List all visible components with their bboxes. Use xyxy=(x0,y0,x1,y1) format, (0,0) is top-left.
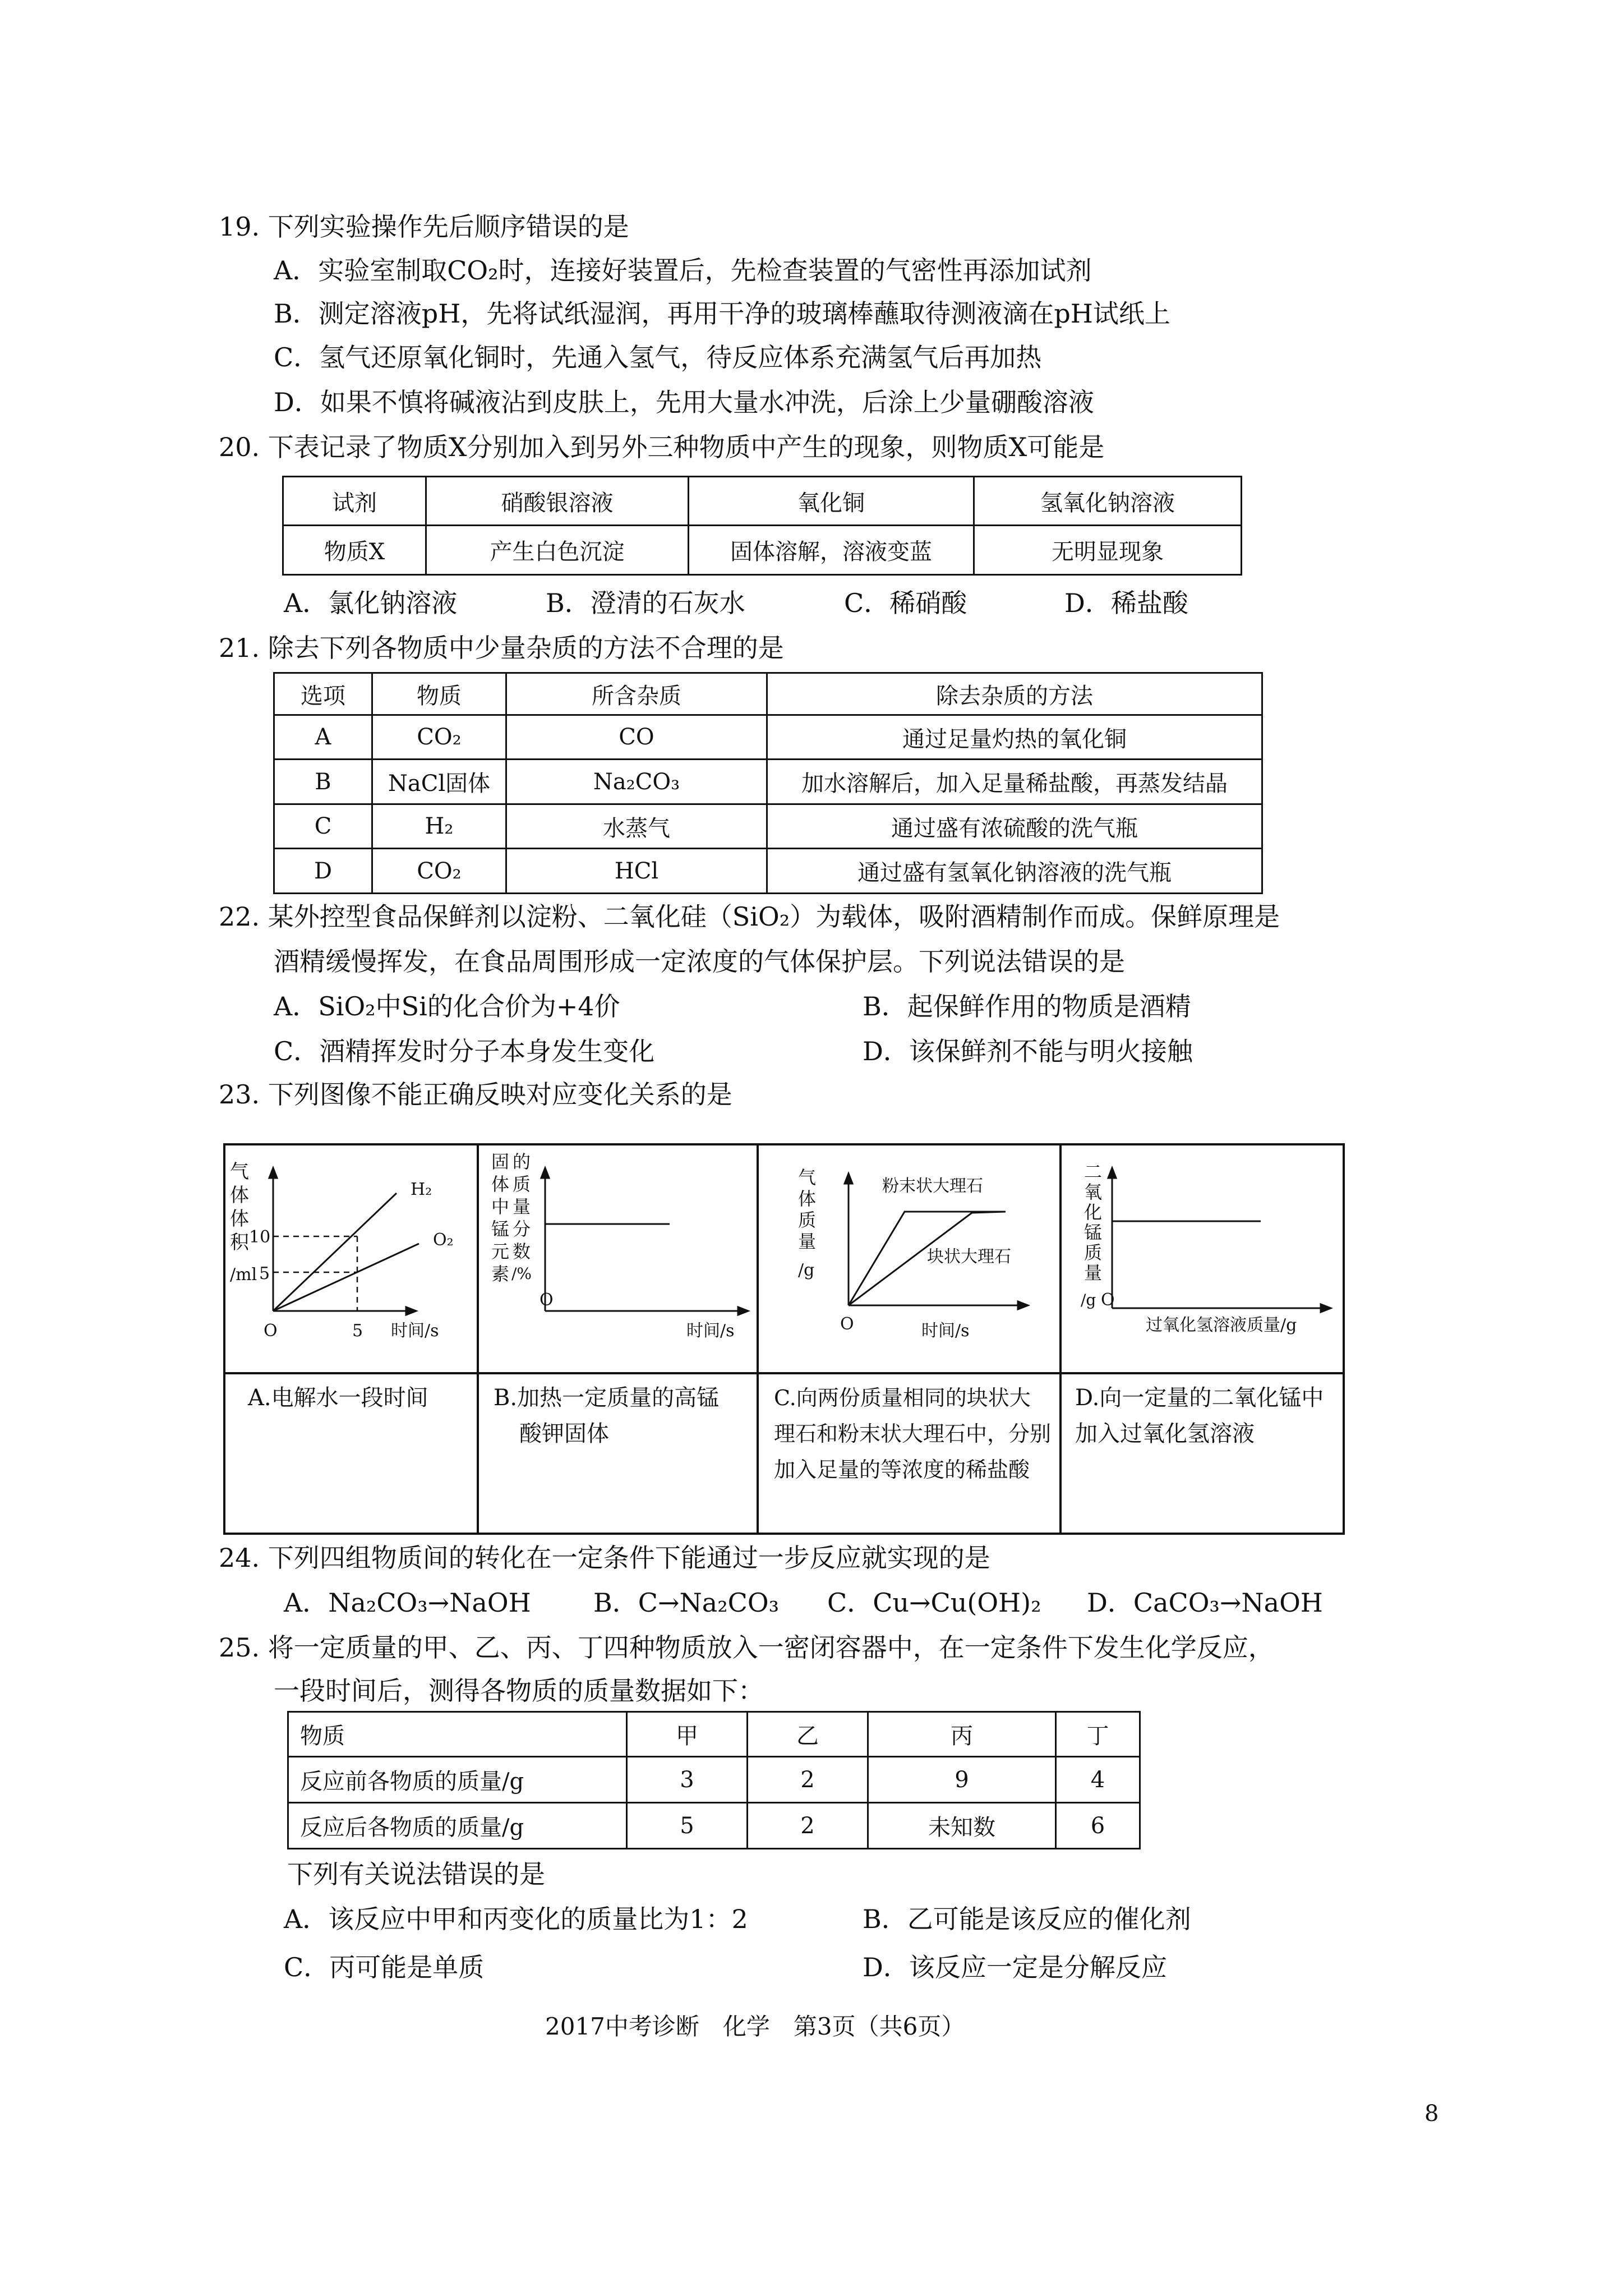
q19-option-b: B．测定溶液pH，先将试纸湿润，再用干净的玻璃棒蘸取待测液滴在pH试纸上 xyxy=(274,298,1170,329)
graph-b xyxy=(479,1145,757,1372)
graph-a-xlabel: 时间/s xyxy=(391,1321,439,1341)
q20-header-cell: 试剂 xyxy=(283,477,426,526)
panel-divider xyxy=(225,1372,1343,1374)
q25-cell: 5 xyxy=(627,1803,748,1849)
q21-cell: CO₂ xyxy=(372,849,506,894)
q21-cell: C xyxy=(274,804,372,849)
q19-option-a: A．实验室制取CO₂时，连接好装置后，先检查装置的气密性再添加试剂 xyxy=(274,255,1092,286)
q20-stem: 20. 下表记录了物质X分别加入到另外三种物质中产生的现象，则物质X可能是 xyxy=(219,432,1105,462)
q24-option-b: B．C→Na₂CO₃ xyxy=(593,1588,780,1618)
q20-cell: 固体溶解，溶液变蓝 xyxy=(689,526,974,575)
graph-c-ylabel-char: 气 xyxy=(798,1167,817,1188)
q25-cell: 2 xyxy=(748,1757,868,1803)
q25-cell: 9 xyxy=(868,1757,1056,1803)
graph-a-tick-x5: 5 xyxy=(352,1321,363,1341)
q21-cell: CO₂ xyxy=(372,715,506,760)
graph-c-block-label: 块状大理石 xyxy=(927,1247,1011,1267)
graph-b-ylabel-char: 固 xyxy=(491,1151,510,1172)
q25-option-b: B．乙可能是该反应的催化剂 xyxy=(863,1904,1191,1934)
graph-a-o2-line xyxy=(273,1244,419,1311)
q21-cell: 通过盛有氢氧化钠溶液的洗气瓶 xyxy=(767,849,1262,894)
graph-d-ylabel-char: 氧 xyxy=(1084,1181,1103,1203)
graph-a-h2-label: H₂ xyxy=(411,1180,432,1199)
graph-d-xlabel: 过氧化氢溶液质量/g xyxy=(1146,1315,1297,1335)
q25-option-c: C．丙可能是单质 xyxy=(284,1952,485,1982)
graph-b-ylabel-char: 分 xyxy=(513,1218,531,1240)
q21-header-cell: 除去杂质的方法 xyxy=(767,673,1262,715)
q19-stem: 19. 下列实验操作先后顺序错误的是 xyxy=(219,211,629,242)
q25-header-cell: 丁 xyxy=(1056,1712,1140,1757)
graph-b-ylabel-char: 元 xyxy=(491,1241,510,1262)
q19-option-c: C．氢气还原氧化铜时，先通入氢气，待反应体系充满氢气后再加热 xyxy=(274,342,1042,372)
q21-cell: 加水溶解后，加入足量稀盐酸，再蒸发结晶 xyxy=(767,760,1262,804)
q21-cell: 通过足量灼热的氧化铜 xyxy=(767,715,1262,760)
graph-c-origin: O xyxy=(840,1314,854,1334)
graph-d-ylabel-char: 锰 xyxy=(1084,1222,1103,1243)
graph-b-y-arrow xyxy=(541,1168,549,1178)
graph-b-ylabel-char: 锰 xyxy=(491,1218,510,1240)
q19-option-d: D．如果不慎将碱液沾到皮肤上，先用大量水冲洗，后涂上少量硼酸溶液 xyxy=(274,387,1094,417)
graph-a-tick-5: 5 xyxy=(259,1264,270,1283)
q25-option-d: D．该反应一定是分解反应 xyxy=(863,1952,1167,1982)
graph-b-ylabel-char: 量 xyxy=(513,1196,531,1217)
q25-cell: 4 xyxy=(1056,1757,1140,1803)
graph-b-ylabel-unit: /% xyxy=(511,1264,532,1283)
page-number: 8 xyxy=(1424,2101,1439,2127)
q20-table xyxy=(282,476,1242,576)
q21-cell: 水蒸气 xyxy=(506,804,767,849)
q20-cell: 物质X xyxy=(283,526,426,575)
q20-header-cell: 氢氧化钠溶液 xyxy=(974,477,1242,526)
q25-stem-line2: 一段时间后，测得各物质的质量数据如下： xyxy=(274,1676,764,1706)
graph-b-ylabel-char: 素 xyxy=(491,1263,510,1285)
q20-header-cell: 硝酸银溶液 xyxy=(426,477,689,526)
q20-option-b: B．澄清的石灰水 xyxy=(546,588,745,618)
graph-b-caption xyxy=(494,1380,751,1452)
q20-option-d: D．稀盐酸 xyxy=(1064,588,1188,618)
graph-c-y-arrow xyxy=(845,1174,852,1184)
graph-a-h2-line xyxy=(273,1193,396,1311)
graph-b-origin: O xyxy=(540,1290,554,1310)
graph-a xyxy=(225,1145,477,1372)
q25-header-cell: 丙 xyxy=(868,1712,1056,1757)
graph-c-caption-line: C.向两份质量相同的块状大 xyxy=(774,1386,1031,1410)
q22-stem-line1: 22. 某外控型食品保鲜剂以淀粉、二氧化硅（SiO₂）为载体，吸附酒精制作而成。保鲜原理是 xyxy=(219,901,1280,932)
q21-cell: 通过盛有浓硫酸的洗气瓶 xyxy=(767,804,1262,849)
graph-c-ylabel-unit: /g xyxy=(798,1260,815,1280)
q24-option-d: D．CaCO₃→NaOH xyxy=(1087,1588,1323,1618)
graph-c-ylabel-char: 体 xyxy=(798,1188,817,1209)
graph-a-x-arrow xyxy=(406,1307,416,1315)
q21-cell: HCl xyxy=(506,849,767,894)
q25-cell: 6 xyxy=(1056,1803,1140,1849)
graph-a-y-arrow xyxy=(269,1168,277,1178)
graph-d-x-arrow xyxy=(1321,1304,1331,1312)
graph-b-ylabel-char: 质 xyxy=(513,1174,531,1195)
q21-table xyxy=(273,672,1263,894)
graph-a-ylabel-char: 积 xyxy=(230,1231,249,1254)
q21-header-cell: 选项 xyxy=(274,673,372,715)
q22-option-d: D．该保鲜剂不能与明火接触 xyxy=(863,1036,1193,1066)
graph-d-ylabel-unit: /g xyxy=(1081,1291,1096,1309)
q25-cell: 反应后各物质的质量/g xyxy=(288,1803,627,1849)
q21-cell: A xyxy=(274,715,372,760)
graph-c-ylabel-char: 量 xyxy=(798,1231,817,1252)
q21-cell: NaCl固体 xyxy=(372,760,506,804)
q25-header-cell: 物质 xyxy=(288,1712,627,1757)
graph-c-caption xyxy=(774,1380,1057,1488)
graph-a-ylabel-unit: /ml xyxy=(230,1265,257,1285)
q25-header-cell: 乙 xyxy=(748,1712,868,1757)
graph-a-origin: O xyxy=(264,1321,278,1341)
graph-d-origin: O xyxy=(1101,1290,1115,1310)
q21-cell: H₂ xyxy=(372,804,506,849)
graph-a-caption: A.电解水一段时间 xyxy=(248,1385,428,1411)
graph-b-caption-line: 酸钾固体 xyxy=(519,1421,609,1447)
graph-d-caption-line: D.向一定量的二氧化锰中 xyxy=(1075,1385,1324,1411)
q24-stem: 24. 下列四组物质间的转化在一定条件下能通过一步反应就实现的是 xyxy=(219,1543,990,1573)
graph-a-ylabel-char: 体 xyxy=(230,1208,249,1230)
graph-d-ylabel-char: 量 xyxy=(1084,1262,1103,1283)
q21-stem: 21. 除去下列各物质中少量杂质的方法不合理的是 xyxy=(219,633,784,663)
graph-d xyxy=(1062,1145,1343,1372)
graph-d-caption xyxy=(1075,1380,1339,1452)
q23-graph-panel xyxy=(223,1143,1345,1535)
graph-a-o2-label: O₂ xyxy=(433,1230,454,1250)
q23-stem: 23. 下列图像不能正确反映对应变化关系的是 xyxy=(219,1079,732,1110)
graph-d-y-arrow xyxy=(1108,1168,1116,1178)
graph-b-x-arrow xyxy=(738,1307,748,1315)
q21-header-cell: 所含杂质 xyxy=(506,673,767,715)
q22-option-b: B．起保鲜作用的物质是酒精 xyxy=(863,991,1191,1022)
graph-a-tick-10: 10 xyxy=(249,1227,271,1247)
q25-cell: 反应前各物质的质量/g xyxy=(288,1757,627,1803)
graph-b-ylabel-char: 中 xyxy=(491,1196,510,1217)
q25-stem-line1: 25. 将一定质量的甲、乙、丙、丁四种物质放入一密闭容器中，在一定条件下发生化学反应， xyxy=(219,1632,1274,1663)
graph-c xyxy=(759,1145,1059,1372)
q20-header-cell: 氧化铜 xyxy=(689,477,974,526)
q25-header-cell: 甲 xyxy=(627,1712,748,1757)
graph-b-caption-line: B.加热一定质量的高锰 xyxy=(494,1385,720,1411)
q20-option-a: A．氯化钠溶液 xyxy=(284,588,458,618)
graph-c-ylabel-char: 质 xyxy=(798,1209,817,1231)
q21-cell: CO xyxy=(506,715,767,760)
q24-option-c: C．Cu→Cu(OH)₂ xyxy=(827,1588,1041,1618)
graph-b-xlabel: 时间/s xyxy=(686,1321,735,1341)
q22-stem-line2: 酒精缓慢挥发，在食品周围形成一定浓度的气体保护层。下列说法错误的是 xyxy=(274,946,1125,977)
graph-d-ylabel-char: 化 xyxy=(1084,1202,1103,1223)
graph-c-caption-line: 理石和粉末状大理石中，分别 xyxy=(774,1421,1052,1446)
q25-cell: 3 xyxy=(627,1757,748,1803)
graph-a-ylabel-char: 气 xyxy=(230,1161,249,1183)
q25-option-a: A．该反应中甲和丙变化的质量比为1：2 xyxy=(284,1904,748,1934)
q25-sub-stem: 下列有关说法错误的是 xyxy=(287,1859,545,1889)
graph-a-ylabel-char: 体 xyxy=(230,1184,249,1207)
graph-b-ylabel-char: 数 xyxy=(513,1241,531,1262)
q25-table xyxy=(287,1711,1141,1849)
q22-option-c: C．酒精挥发时分子本身发生变化 xyxy=(274,1036,655,1066)
graph-c-powder-label: 粉末状大理石 xyxy=(882,1176,983,1196)
graph-c-x-arrow xyxy=(1018,1301,1028,1309)
q21-cell: Na₂CO₃ xyxy=(506,760,767,804)
graph-d-ylabel-char: 质 xyxy=(1084,1242,1103,1263)
graph-d-caption-line: 加入过氧化氢溶液 xyxy=(1075,1421,1255,1447)
graph-b-ylabel-char: 体 xyxy=(491,1174,510,1195)
q21-header-cell: 物质 xyxy=(372,673,506,715)
q20-cell: 产生白色沉淀 xyxy=(426,526,689,575)
page-footer: 2017中考诊断 化学 第3页（共6页） xyxy=(545,2013,965,2040)
graph-c-xlabel: 时间/s xyxy=(921,1321,970,1341)
graph-d-ylabel-char: 二 xyxy=(1084,1161,1103,1182)
q20-cell: 无明显现象 xyxy=(974,526,1242,575)
q25-cell: 未知数 xyxy=(868,1803,1056,1849)
graph-c-caption-line: 加入足量的等浓度的稀盐酸 xyxy=(774,1457,1030,1482)
q20-option-c: C．稀硝酸 xyxy=(844,588,967,618)
q22-option-a: A．SiO₂中Si的化合价为+4价 xyxy=(274,991,620,1022)
q21-cell: D xyxy=(274,849,372,894)
q24-option-a: A．Na₂CO₃→NaOH xyxy=(284,1588,531,1618)
q21-cell: B xyxy=(274,760,372,804)
graph-b-ylabel-char: 的 xyxy=(513,1151,531,1172)
q25-cell: 2 xyxy=(748,1803,868,1849)
